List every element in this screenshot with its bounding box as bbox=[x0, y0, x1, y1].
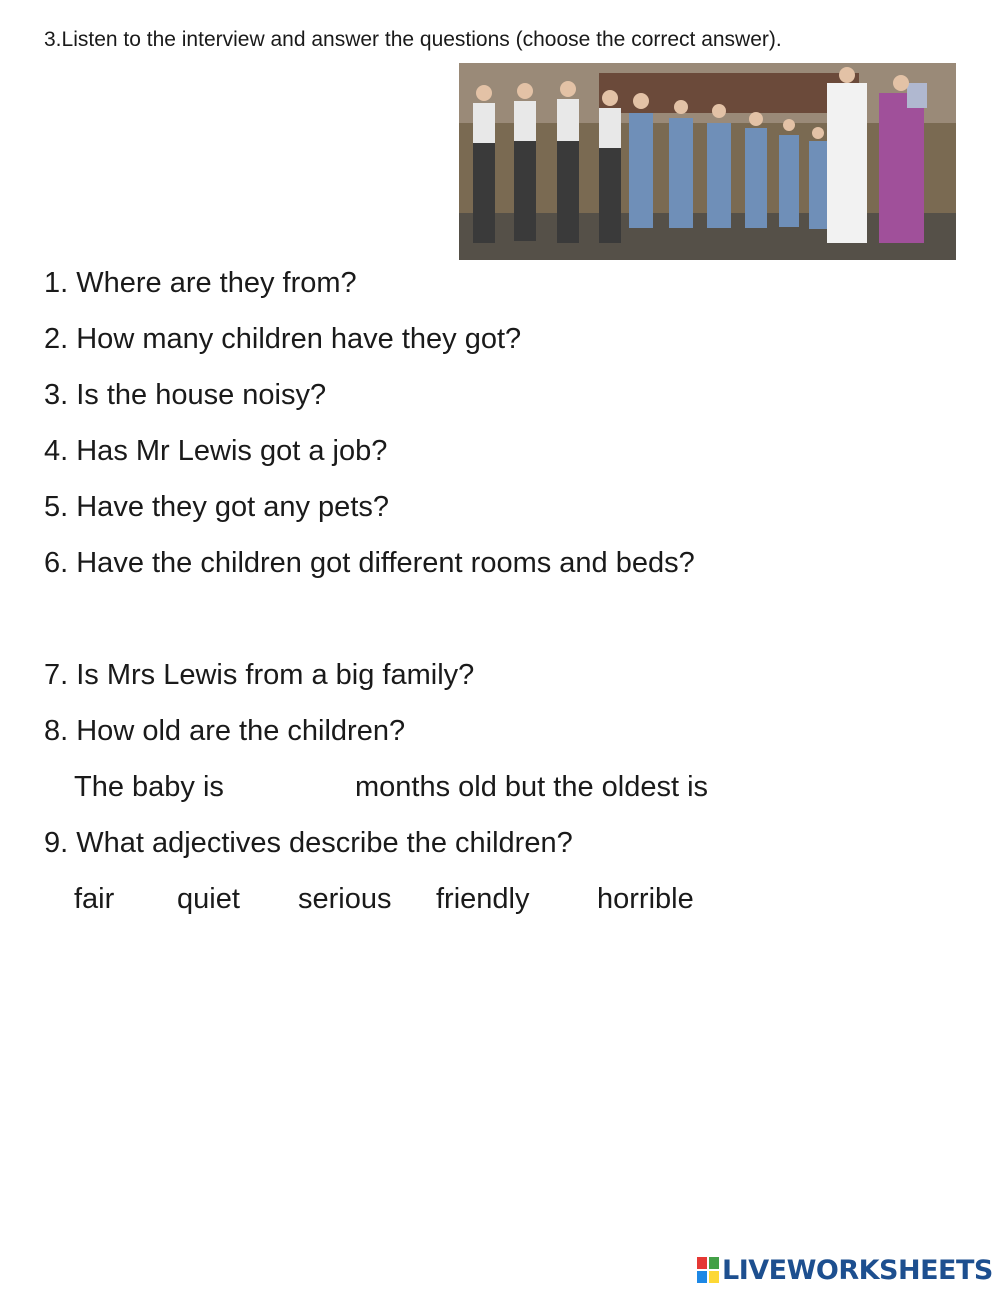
liveworksheets-logo bbox=[697, 1255, 993, 1285]
question-6: 6. Have the children got different rooms and beds? bbox=[44, 547, 695, 579]
adjective-option: friendly bbox=[436, 883, 530, 915]
question-1: 1. Where are they from? bbox=[44, 267, 357, 299]
question-4: 4. Has Mr Lewis got a job? bbox=[44, 435, 388, 467]
question-9: 9. What adjectives describe the children? bbox=[44, 827, 573, 859]
logo-blocks-icon bbox=[697, 1257, 719, 1283]
question-3: 3. Is the house noisy? bbox=[44, 379, 327, 411]
instruction-text: 3.Listen to the interview and answer the questions (choose the correct answer). bbox=[44, 28, 782, 51]
family-photo-illustration bbox=[459, 63, 956, 260]
question-2: 2. How many children have they got? bbox=[44, 323, 522, 355]
ages-sentence-end: months old but the oldest is bbox=[355, 771, 709, 803]
question-7: 7. Is Mrs Lewis from a big family? bbox=[44, 659, 475, 691]
adjective-option: horrible bbox=[597, 883, 694, 915]
question-5: 5. Have they got any pets? bbox=[44, 491, 389, 523]
question-8: 8. How old are the children? bbox=[44, 715, 406, 747]
adjective-option: quiet bbox=[177, 883, 240, 915]
logo-text: LIVEWORKSHEETS bbox=[722, 1254, 993, 1286]
adjective-option: fair bbox=[74, 883, 115, 915]
ages-sentence-start: The baby is bbox=[74, 771, 224, 803]
family-photo bbox=[459, 63, 956, 260]
adjective-option: serious bbox=[298, 883, 392, 915]
